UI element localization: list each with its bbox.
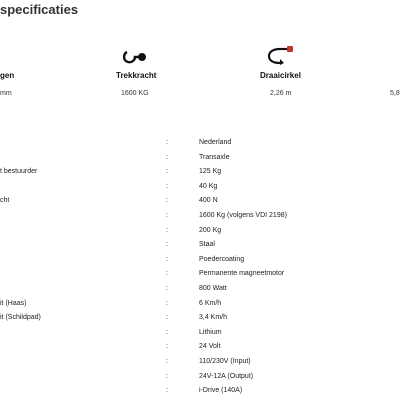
spec-label: t bestuurder: [0, 168, 38, 176]
spec-separator: :: [166, 387, 168, 395]
feature-value-extra: 5,8: [390, 90, 400, 97]
spec-separator: :: [166, 241, 168, 249]
spec-value: 40 Kg: [199, 182, 218, 190]
spec-separator: :: [166, 168, 168, 176]
table-row: [0, 181, 400, 195]
table-row: [0, 195, 400, 209]
spec-label: cht: [0, 197, 10, 205]
spec-value: Permanente magneetmotor: [199, 270, 285, 278]
spec-separator: :: [166, 343, 168, 351]
spec-separator: :: [166, 285, 168, 292]
table-row: [0, 283, 400, 297]
feature-value-trekkracht: 1600 KG: [121, 90, 149, 97]
spec-value: 6 Km/h: [199, 299, 222, 307]
turning-circle-icon: [266, 46, 296, 66]
spec-separator: :: [166, 139, 168, 146]
table-row: [0, 371, 400, 385]
table-row: [0, 166, 400, 180]
table-row: [0, 356, 400, 370]
spec-separator: :: [166, 197, 168, 205]
table-row: [0, 268, 400, 282]
table-row: [0, 137, 400, 151]
spec-value: Staal: [199, 241, 215, 249]
table-row: [0, 210, 400, 224]
spec-value: 1600 Kg (volgens VDI 2198): [199, 212, 287, 219]
towing-hook-icon: [122, 48, 150, 66]
table-row: [0, 327, 400, 341]
spec-value: 110/230V (Input): [199, 358, 251, 365]
spec-separator: :: [166, 255, 168, 263]
feature-value-draaicirkel: 2,26 m: [270, 90, 292, 97]
spec-separator: :: [166, 226, 168, 234]
spec-separator: :: [166, 299, 168, 307]
table-row: [0, 341, 400, 355]
table-row: [0, 385, 400, 399]
spec-separator: :: [166, 328, 168, 336]
spec-value: 24 Volt: [199, 343, 221, 351]
spec-separator: :: [166, 358, 168, 365]
spec-value: 3,4 Km/h: [199, 314, 228, 322]
table-row: [0, 254, 400, 268]
feature-value-cutoff: mm: [0, 90, 12, 97]
spec-label: it (Schildpad): [0, 314, 41, 322]
table-row: [0, 225, 400, 239]
table-row: [0, 239, 400, 253]
spec-value: Lithium: [199, 328, 222, 336]
spec-separator: :: [166, 372, 168, 380]
spec-separator: :: [166, 153, 168, 161]
spec-value: 800 Watt: [199, 285, 227, 292]
table-row: [0, 298, 400, 312]
spec-value: Nederland: [199, 139, 232, 146]
spec-value: 125 Kg: [199, 168, 222, 176]
feature-label-draaicirkel: Draaicirkel: [260, 71, 301, 80]
table-row: [0, 312, 400, 326]
spec-value: 24V-12A (Output): [199, 372, 254, 380]
spec-label: it (Haas): [0, 299, 27, 307]
spec-value: i-Drive (140A): [199, 387, 243, 395]
table-row: [0, 152, 400, 166]
spec-value: 400 N: [199, 197, 218, 205]
spec-value: Transaxle: [199, 153, 230, 161]
feature-label-cutoff: gen: [0, 71, 15, 80]
spec-separator: :: [166, 270, 168, 278]
spec-separator: :: [166, 212, 168, 219]
feature-label-trekkracht: Trekkracht: [116, 71, 157, 80]
page-title: specificaties: [0, 2, 79, 17]
spec-separator: :: [166, 182, 168, 190]
spec-value: 200 Kg: [199, 226, 222, 234]
spec-value: Poedercoating: [199, 255, 245, 263]
spec-separator: :: [166, 314, 168, 322]
